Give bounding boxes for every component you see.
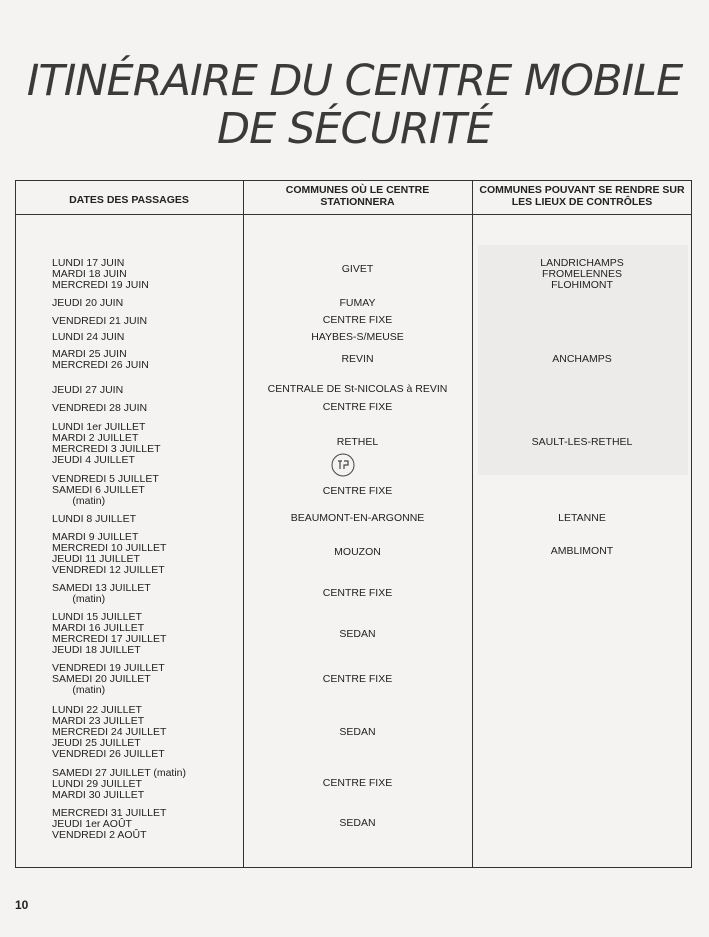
row-commune: REVIN [341, 353, 374, 365]
row-dates: VENDREDI 28 JUIN [52, 402, 148, 414]
header-nearby: COMMUNES POUVANT SE RENDRE SUR LES LIEUX DE CONTRÔLES [479, 184, 685, 208]
row-commune: GIVET [341, 263, 374, 275]
row-nearby: SAULT-LES-RETHEL [531, 436, 633, 448]
row-dates: VENDREDI 19 JUILLET SAMEDI 20 JUILLET (matin) [52, 662, 165, 696]
row-commune: MOUZON [334, 546, 381, 558]
header-dates: DATES DES PASSAGES [69, 194, 189, 206]
row-commune: FUMAY [339, 297, 376, 309]
row-dates: JEUDI 20 JUIN [52, 297, 124, 309]
row-commune: CENTRE FIXE [322, 314, 393, 326]
row-commune: SEDAN [339, 726, 376, 738]
row-dates: LUNDI 1er JUILLET MARDI 2 JUILLET MERCREDI 3 JUILLET JEUDI 4 JUILLET [52, 421, 161, 466]
library-stamp-icon [330, 452, 356, 478]
page-title-line2: DE SÉCURITÉ [217, 104, 492, 154]
row-dates: JEUDI 27 JUIN [52, 384, 124, 396]
row-commune: CENTRE FIXE [322, 401, 393, 413]
row-dates: MARDI 9 JUILLET MERCREDI 10 JUILLET JEUDI 11 JUILLET VENDREDI 12 JUILLET [52, 531, 167, 576]
row-dates: SAMEDI 27 JUILLET (matin) LUNDI 29 JUILLET MARDI 30 JUILLET [52, 767, 187, 801]
row-dates: LUNDI 8 JUILLET [52, 513, 137, 525]
row-commune: HAYBES-S/MEUSE [311, 331, 404, 343]
column-divider [243, 180, 244, 868]
row-nearby: AMBLIMONT [550, 545, 614, 557]
row-dates: LUNDI 15 JUILLET MARDI 16 JUILLET MERCREDI 17 JUILLET JEUDI 18 JUILLET [52, 611, 167, 656]
row-commune: SEDAN [339, 628, 376, 640]
row-dates: SAMEDI 13 JUILLET (matin) [52, 582, 151, 605]
row-commune: CENTRE FIXE [322, 673, 393, 685]
row-dates: VENDREDI 21 JUIN [52, 315, 148, 327]
row-dates: LUNDI 22 JUILLET MARDI 23 JUILLET MERCREDI 24 JUILLET JEUDI 25 JUILLET VENDREDI 26 JUILLET [52, 704, 167, 760]
page-title: ITINÉRAIRE DU CENTRE MOBILE [26, 56, 683, 106]
row-dates: MARDI 25 JUIN MERCREDI 26 JUIN [52, 348, 149, 371]
row-dates: LUNDI 17 JUIN MARDI 18 JUIN MERCREDI 19 JUIN [52, 257, 149, 291]
row-commune: RETHEL [336, 436, 379, 448]
row-nearby: ANCHAMPS [552, 353, 612, 365]
header-divider [15, 214, 692, 215]
row-dates: MERCREDI 31 JUILLET JEUDI 1er AOÛT VENDREDI 2 AOÛT [52, 807, 167, 841]
row-commune: CENTRE FIXE [322, 587, 393, 599]
row-nearby: LANDRICHAMPS FROMELENNES FLOHIMONT [540, 257, 624, 291]
header-communes: COMMUNES OÙ LE CENTRE STATIONNERA [285, 184, 430, 208]
row-commune: CENTRE FIXE [322, 777, 393, 789]
row-nearby: LETANNE [558, 512, 606, 524]
row-dates: VENDREDI 5 JUILLET SAMEDI 6 JUILLET (matin) [52, 473, 159, 507]
row-commune: BEAUMONT-EN-ARGONNE [290, 512, 425, 524]
row-dates: LUNDI 24 JUIN [52, 331, 125, 343]
page-number: 10 [15, 898, 29, 912]
row-commune: SEDAN [339, 817, 376, 829]
row-commune: CENTRE FIXE [322, 485, 393, 497]
row-commune: CENTRALE DE St-NICOLAS à REVIN [267, 383, 448, 395]
